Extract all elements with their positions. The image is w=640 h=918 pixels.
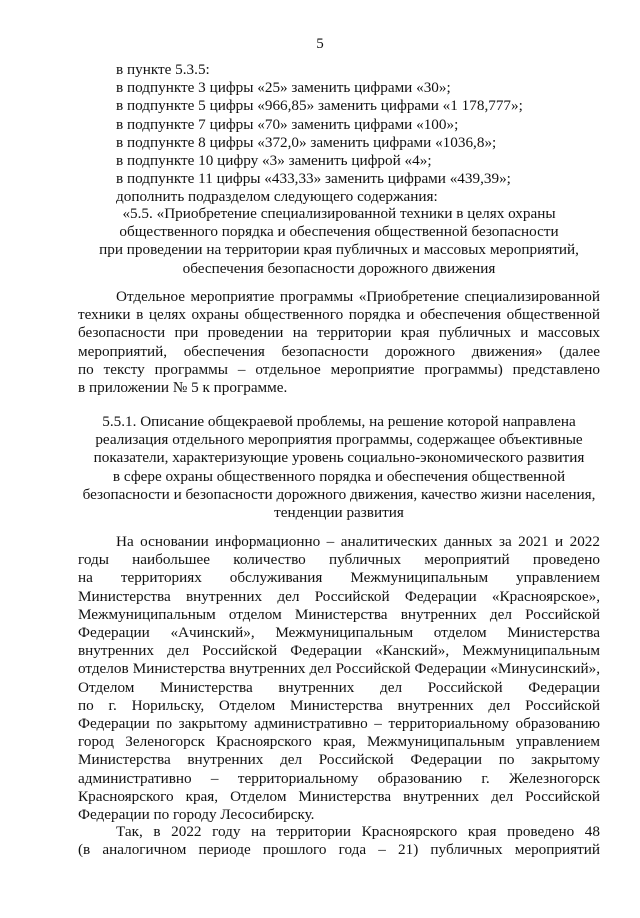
paragraph-line: по г. Норильску, Отделом Министерства внутренних дел Российской <box>78 696 600 714</box>
amendment-line: в подпункте 7 цифры «70» заменить цифрами «100»; <box>116 115 459 133</box>
amendment-line: в подпункте 10 цифру «3» заменить цифрой «4»; <box>116 152 432 170</box>
amendment-line: в пункте 5.3.5: <box>116 61 210 78</box>
paragraph-line: Так, в 2022 году на территории Красноярского края проведено 48 <box>116 823 600 840</box>
paragraph-line: Федерации «Ачинский», Межмуниципальным отделом Министерства <box>78 624 600 642</box>
amendments-list <box>78 61 600 207</box>
paragraph-line: город Зеленогорск Красноярского края, Межмуниципальным управлением <box>78 733 600 751</box>
paragraph-line: Отделом Министерства внутренних дел Российской Федерации <box>78 678 600 696</box>
paragraph-3 <box>78 823 600 859</box>
paragraph-line: Федерации по закрытому административно – территориальному образованию <box>78 715 600 733</box>
paragraph-line: мероприятий, обеспечения безопасности дорожного движения» (далее <box>78 342 600 360</box>
heading-line: общественного порядка и обеспечения общественной безопасности <box>119 223 559 241</box>
amendment-line: в подпункте 8 цифры «372,0» заменить цифрами «1036,8»; <box>116 133 497 151</box>
paragraph-2 <box>78 533 600 824</box>
paragraph-line: внутренних дел Российской Федерации «Канский», Межмуниципальным <box>78 642 600 660</box>
paragraph-line: в приложении № 5 к программе. <box>78 379 288 397</box>
heading-line: безопасности и безопасности дорожного движения, качество жизни населения, <box>82 485 596 503</box>
paragraph-line: на территориях обслуживания Межмуниципальным управлением <box>78 569 600 587</box>
paragraph-line: отделов Министерства внутренних дел Российской Федерации «Минусинский», <box>78 660 600 678</box>
heading-line: тенденции развития <box>274 504 404 522</box>
paragraph-line: Отдельное мероприятие программы «Приобретение специализированной <box>116 288 600 305</box>
paragraph-line: Министерства внутренних дел Российской Федерации по закрытому <box>78 751 600 769</box>
paragraph-1 <box>78 288 600 397</box>
heading-line: показатели, характеризующие уровень социально-экономического развития <box>93 449 585 467</box>
heading-line: обеспечения безопасности дорожного движения <box>182 259 496 277</box>
paragraph-line: Федерации по городу Лесосибирску. <box>78 806 315 824</box>
paragraph-line: годы наибольшее количество публичных мероприятий проведено <box>78 551 600 569</box>
heading-line: «5.5. «Приобретение специализированной техники в целях охраны <box>122 205 556 222</box>
section-heading <box>78 205 600 278</box>
heading-line: при проведении на территории края публичных и массовых мероприятий, <box>99 241 579 259</box>
paragraph-line: Красноярского края, Отделом Министерства внутренних дел Российской <box>78 787 600 805</box>
amendment-line: в подпункте 11 цифры «433,33» заменить цифрами «439,39»; <box>116 170 511 188</box>
amendment-line: в подпункте 5 цифры «966,85» заменить цифрами «1 178,777»; <box>116 97 523 115</box>
paragraph-line: по тексту программы – отдельное мероприятие программы) представлено <box>78 360 600 378</box>
amendment-line: в подпункте 3 цифры «25» заменить цифрами «30»; <box>116 79 451 97</box>
paragraph-line: административно – территориальному образованию г. Железногорск <box>78 769 600 787</box>
amendment-line: дополнить подразделом следующего содержания: <box>116 188 438 206</box>
paragraph-line: (в аналогичном периоде прошлого года – 21) публичных мероприятий <box>78 841 600 859</box>
heading-line: 5.5.1. Описание общекраевой проблемы, на решение которой направлена <box>102 413 576 430</box>
subsection-heading <box>78 413 600 522</box>
paragraph-line: Межмуниципальным отделом Министерства внутренних дел Российской <box>78 605 600 623</box>
heading-line: в сфере охраны общественного порядка и обеспечения общественной <box>112 467 566 485</box>
paragraph-line: безопасности при проведении на территории края публичных и массовых <box>78 324 600 342</box>
paragraph-line: На основании информационно – аналитических данных за 2021 и 2022 <box>116 533 600 550</box>
paragraph-line: Министерства внутренних дел Российской Федерации «Красноярское», <box>78 587 600 605</box>
heading-line: реализация отдельного мероприятия программы, содержащее объективные <box>95 431 583 449</box>
page-number: 5 <box>316 36 324 52</box>
paragraph-line: техники в целях охраны общественного порядка и обеспечения общественной <box>78 306 600 324</box>
